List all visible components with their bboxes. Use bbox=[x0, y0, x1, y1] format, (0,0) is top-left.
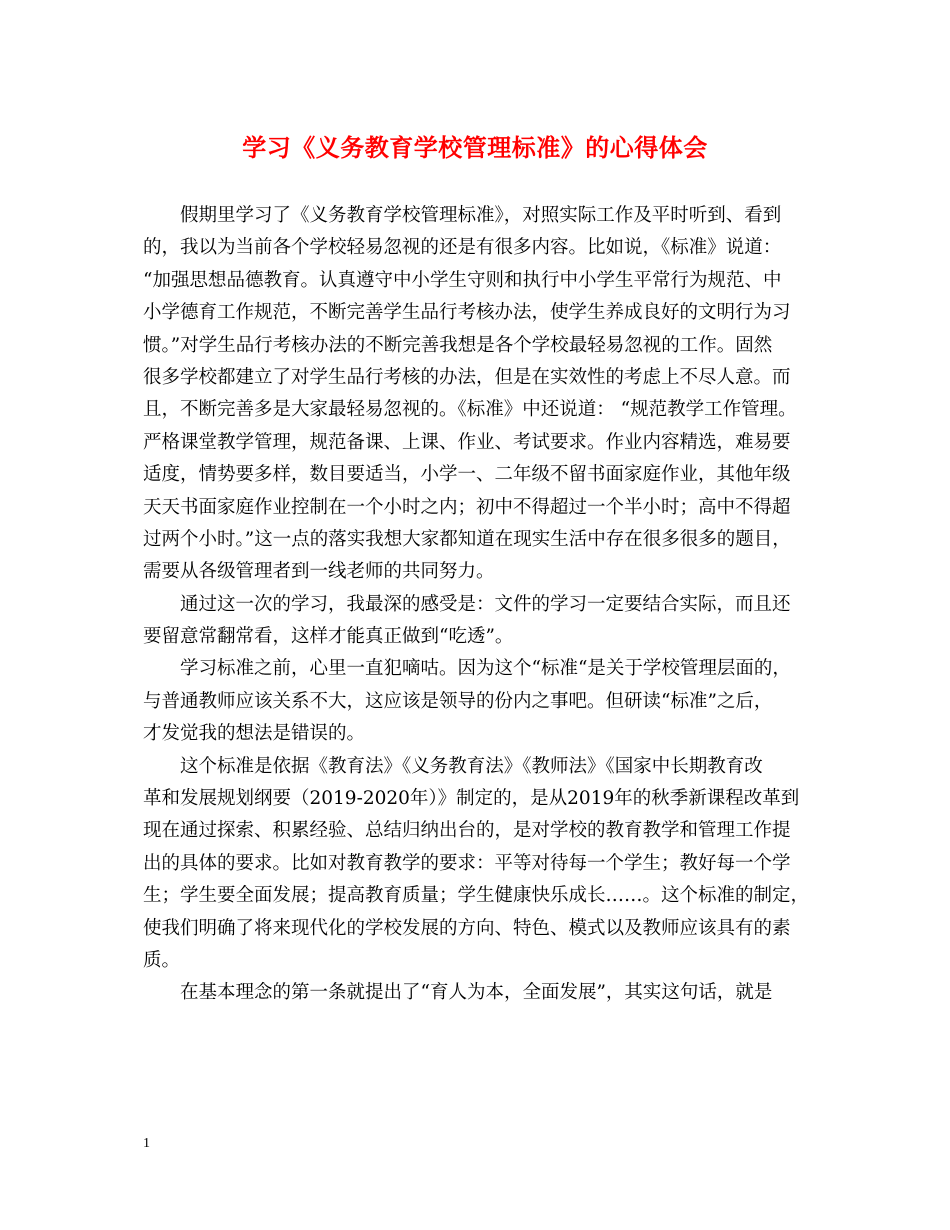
page-number: 1 bbox=[143, 1136, 150, 1151]
text-line: 天天书面家庭作业控制在一个小时之内；初中不得超过一个半小时；高中不得超 bbox=[143, 496, 791, 518]
text-line: 很多学校都建立了对学生品行考核的办法，但是在实效性的考虑上不尽人意。而 bbox=[143, 366, 791, 388]
text-line: 假期里学习了《义务教育学校管理标准》，对照实际工作及平时听到、看到 bbox=[180, 205, 782, 226]
text-line: 且，不断完善多是大家最轻易忽视的。《标准》中还说道： “规范教学工作管理。 bbox=[143, 399, 797, 421]
text-line: 要留意常翻常看，这样才能真正做到“吃透”。 bbox=[143, 626, 514, 648]
text-line: 与普通教师应该关系不大，这应该是领导的份内之事吧。但研读“标准”之后， bbox=[143, 690, 773, 712]
text-line: 学习标准之前，心里一直犯嘀咕。因为这个“标准“是关于学校管理层面的， bbox=[180, 658, 791, 680]
text-line: 现在通过探索、积累经验、总结归纳出台的，是对学校的教育教学和管理工作提 bbox=[143, 820, 791, 842]
text-line: 革和发展规划纲要（2019-2020年）》制定的，是从2019年的秋季新课程改革到 bbox=[143, 788, 800, 810]
text-line: 这个标准是依据《教育法》《义务教育法》《教师法》《国家中长期教育改 bbox=[180, 755, 763, 777]
text-line: “加强思想品德教育。认真遵守中小学生守则和执行中小学生平常行为规范、中 bbox=[143, 269, 782, 291]
text-line: 小学德育工作规范，不断完善学生品行考核办法，使学生养成良好的文明行为习 bbox=[143, 302, 791, 324]
document-body bbox=[143, 200, 813, 1010]
text-line: 通过这一次的学习，我最深的感受是：文件的学习一定要结合实际，而且还 bbox=[180, 593, 791, 615]
text-line: 适度，情势要多样，数目要适当，小学一、二年级不留书面家庭作业，其他年级 bbox=[143, 464, 791, 486]
text-line: 才发觉我的想法是错误的。 bbox=[143, 723, 366, 745]
text-line: 过两个小时。”这一点的落实我想大家都知道在现实生活中存在很多很多的题目， bbox=[143, 528, 791, 550]
text-line: 的，我以为当前各个学校轻易忽视的还是有很多内容。比如说，《标准》说道： bbox=[143, 237, 782, 259]
text-line: 使我们明确了将来现代化的学校发展的方向、特色、模式以及教师应该具有的素 bbox=[143, 917, 791, 939]
text-line: 质。 bbox=[143, 949, 181, 971]
text-line: 在基本理念的第一条就提出了“育人为本，全面发展”，其实这句话，就是 bbox=[180, 982, 773, 1004]
text-line: 严格课堂教学管理，规范备课、上课、作业、考试要求。作业内容精选，难易要 bbox=[143, 431, 791, 453]
text-line: 生；学生要全面发展；提高教育质量；学生健康快乐成长……。这个标准的制定， bbox=[143, 885, 810, 907]
text-line: 出的具体的要求。比如对教育教学的要求：平等对待每一个学生；教好每一个学 bbox=[143, 852, 791, 874]
text-line: 惯。”对学生品行考核办法的不断完善我想是各个学校最轻易忽视的工作。固然 bbox=[143, 334, 773, 356]
text-line: 需要从各级管理者到一线老师的共同努力。 bbox=[143, 561, 495, 583]
document-title: 学习《义务教育学校管理标准》的心得体会 bbox=[242, 133, 708, 162]
